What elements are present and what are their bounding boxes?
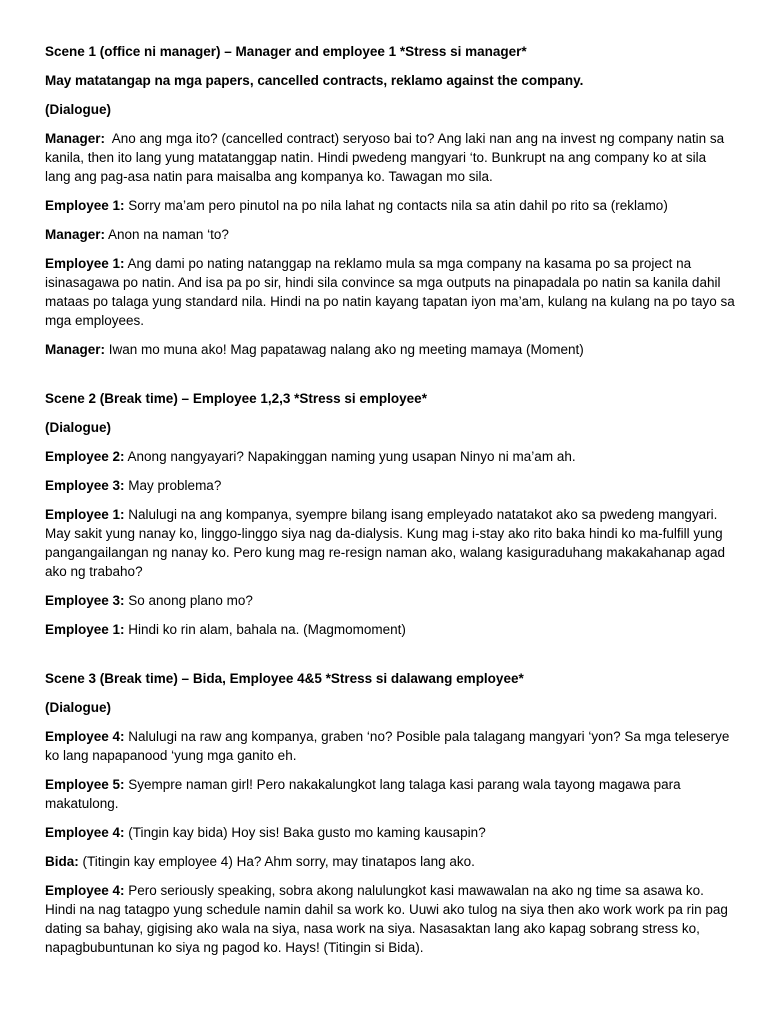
dialogue-line <box>45 881 735 957</box>
speaker-name: Employee 1: <box>45 622 125 637</box>
line-text: Pero seriously speaking, sobra akong nalulungkot kasi mawawalan na ako ng time sa asawa ko. Hindi na nag tatagpo yung schedule namin dahil sa work ko. Uuwi ako tulog na siya then ako work work pa rin pag dating sa bahay, gigising ako wala na siya, nasa work na siya. Nasasaktan lang ako kapag sobrang stress ko, napagbubuntunan ko siya ng pagod ko. Hays! (Titingin si Bida). <box>45 883 732 955</box>
dialogue-line <box>45 340 735 359</box>
speaker-name: Employee 4: <box>45 883 125 898</box>
line-text: Hindi ko rin alam, bahala na. (Magmomoment) <box>124 622 406 637</box>
scene-intro: May matatangap na mga papers, cancelled contracts, reklamo against the company. <box>45 73 584 88</box>
dialogue-line <box>45 505 735 581</box>
scene-2 <box>45 389 735 639</box>
scene-1 <box>45 42 739 359</box>
speaker-name: Employee 2: <box>45 449 125 464</box>
speaker-name: Employee 3: <box>45 593 125 608</box>
dialogue-line <box>45 129 735 186</box>
line-text: Ang dami po nating natanggap na reklamo mula sa mga company na kasama po sa project na isinasagawa po natin. And isa pa po sir, hindi sila convince sa mga outputs na pinapadala po natin sa kanila dahil mataas po talaga yung standard nila. Hindi na po natin kayang tapatan iyon ma’am, kulang na kulang na po tayo sa mga employees. <box>45 256 739 328</box>
dialogue-line <box>45 775 735 813</box>
dialogue-line <box>45 727 735 765</box>
speaker-name: Employee 1: <box>45 198 125 213</box>
speaker-name: Employee 1: <box>45 507 125 522</box>
speaker-name: Manager: <box>45 131 106 146</box>
dialogue-label: (Dialogue) <box>45 420 111 435</box>
dialogue-line <box>45 225 735 244</box>
speaker-name: Employee 1: <box>45 256 125 271</box>
dialogue-label: (Dialogue) <box>45 700 111 715</box>
line-text: Nalulugi na ang kompanya, syempre bilang isang empleyado natatakot ako sa pwedeng mangyari. May sakit yung nanay ko, linggo-linggo siya nag da-dialysis. Kung mag i-stay ako rito baka hindi ko ma-fulfill yung pangangailangan ng nanay ko. Pero kung mag re-resign naman ako, walang kasiguraduhang makakahanap agad ako ng trabaho? <box>45 507 729 579</box>
dialogue-line <box>45 254 739 330</box>
line-text: So anong plano mo? <box>124 593 253 608</box>
line-text: Ano ang mga ito? (cancelled contract) seryoso bai to? Ang laki nan ang na invest ng company natin sa kanila, then ito lang yung matatanggap natin. Hindi pwedeng mangyari ‘to. Bunkrupt na ang company ko at sila lang ang pag-asa natin para maisalba ang kompanya ko. Tawagan mo sila. <box>45 131 728 184</box>
dialogue-line <box>45 823 735 842</box>
dialogue-label: (Dialogue) <box>45 102 111 117</box>
section-gap <box>45 649 735 669</box>
line-text: Sorry ma’am pero pinutol na po nila lahat ng contacts nila sa atin dahil po rito sa (reklamo) <box>124 198 668 213</box>
speaker-name: Employee 4: <box>45 825 125 840</box>
scene-heading: Scene 3 (Break time) – Bida, Employee 4&5 *Stress si dalawang employee* <box>45 671 524 686</box>
speaker-name: Employee 3: <box>45 478 125 493</box>
speaker-name: Employee 5: <box>45 777 125 792</box>
scene-3 <box>45 669 735 957</box>
line-text: Anong nangyayari? Napakinggan naming yung usapan Ninyo ni ma’am ah. <box>124 449 576 464</box>
speaker-name: Bida: <box>45 854 79 869</box>
speaker-name: Employee 4: <box>45 729 125 744</box>
section-gap <box>45 369 735 389</box>
scene-heading: Scene 2 (Break time) – Employee 1,2,3 *Stress si employee* <box>45 391 427 406</box>
line-text: Anon na naman ‘to? <box>105 227 229 242</box>
line-text: Syempre naman girl! Pero nakakalungkot lang talaga kasi parang wala tayong magawa para makatulong. <box>45 777 685 811</box>
dialogue-line <box>45 620 735 639</box>
line-text: (Tingin kay bida) Hoy sis! Baka gusto mo kaming kausapin? <box>124 825 486 840</box>
scene-heading: Scene 1 (office ni manager) – Manager and employee 1 *Stress si manager* <box>45 44 527 59</box>
line-text: (Titingin kay employee 4) Ha? Ahm sorry, may tinatapos lang ako. <box>78 854 475 869</box>
dialogue-line <box>45 591 735 610</box>
dialogue-line <box>45 447 735 466</box>
line-text: May problema? <box>124 478 222 493</box>
document-page <box>45 42 739 967</box>
line-text: Nalulugi na raw ang kompanya, graben ‘no? Posible pala talagang mangyari ‘yon? Sa mga teleserye ko lang napapanood ‘yung mga ganito eh. <box>45 729 734 763</box>
line-text: Iwan mo muna ako! Mag papatawag nalang ako ng meeting mamaya (Moment) <box>105 342 584 357</box>
dialogue-line <box>45 196 735 215</box>
dialogue-line <box>45 852 735 871</box>
speaker-name: Manager: <box>45 342 106 357</box>
speaker-name: Manager: <box>45 227 106 242</box>
dialogue-line <box>45 476 735 495</box>
